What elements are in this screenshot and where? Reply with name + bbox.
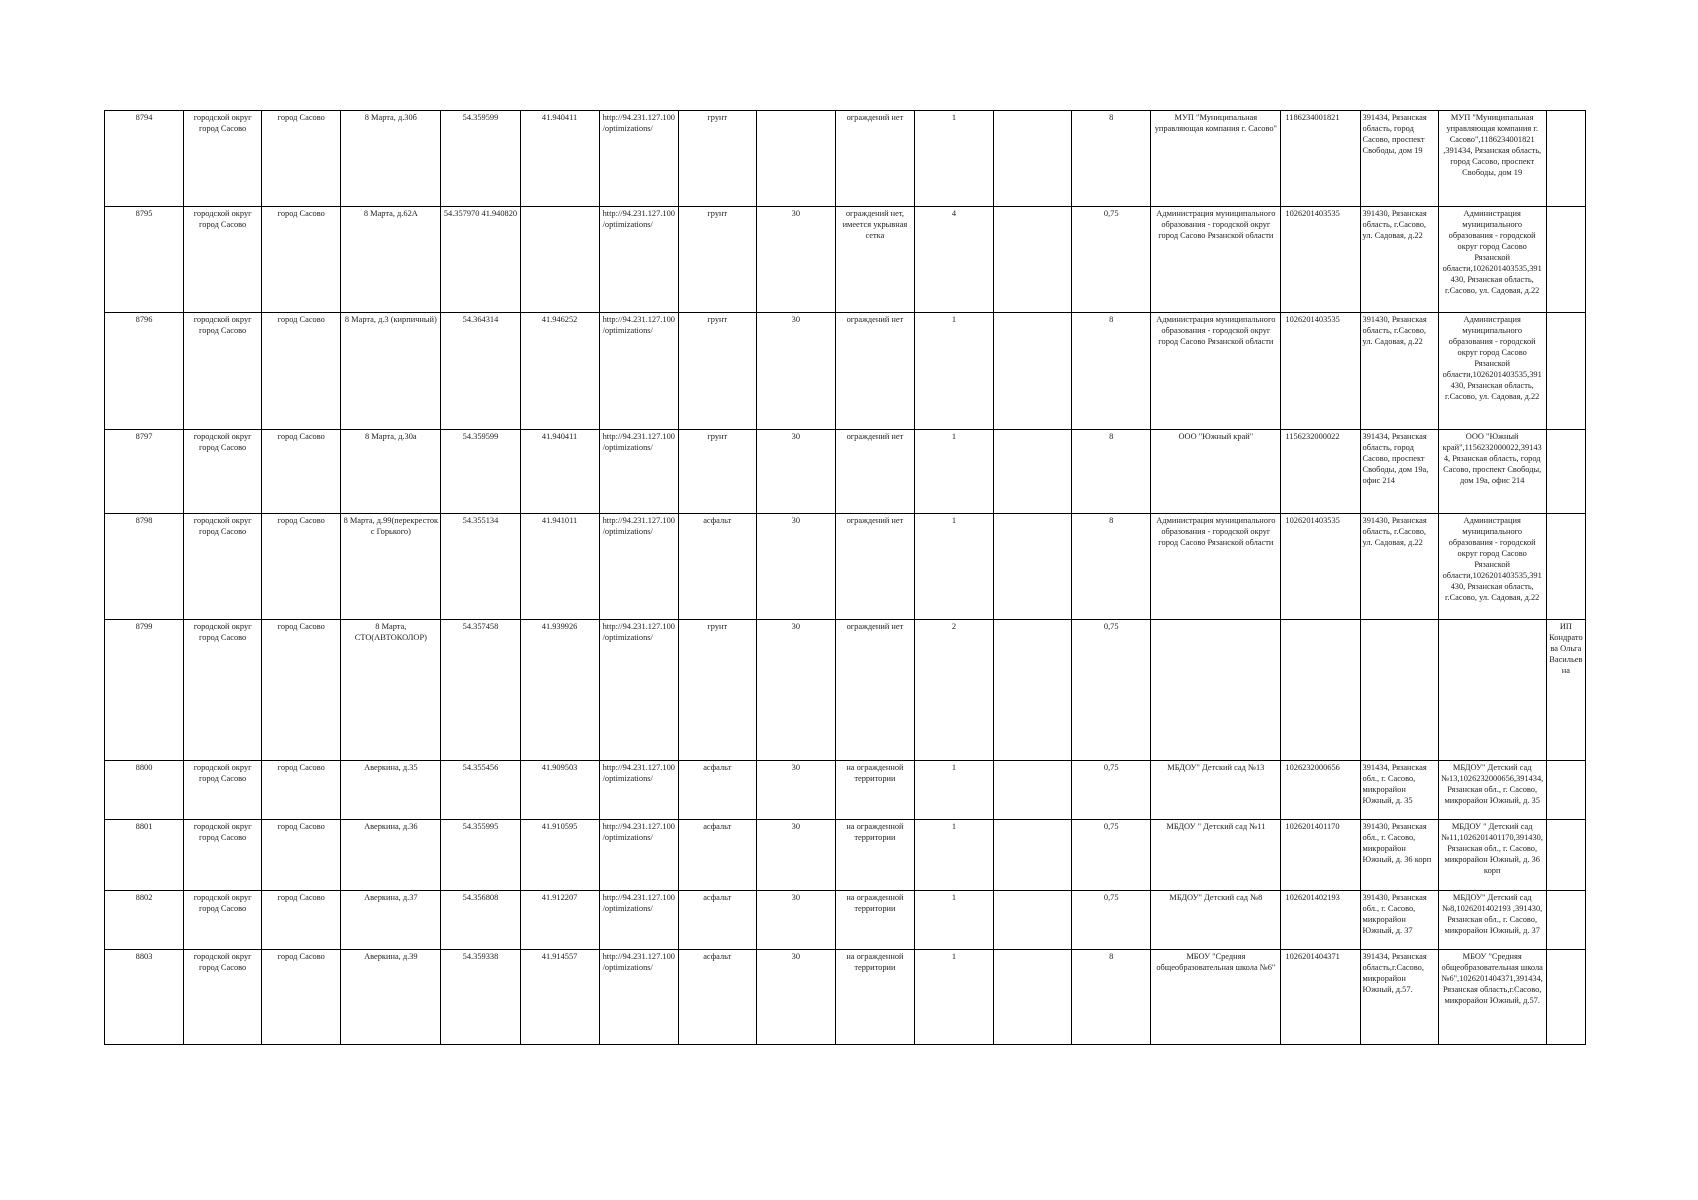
container-volume-cell: 8	[1072, 950, 1151, 1045]
container-count-cell: 1	[914, 430, 993, 514]
table-row	[105, 891, 1586, 950]
table-row	[105, 207, 1586, 313]
area-cell: 30	[756, 820, 835, 891]
ogrn-cell: 1186234001821	[1281, 111, 1360, 207]
longitude-cell: 41.912207	[520, 891, 599, 950]
table-row	[105, 111, 1586, 207]
empty-cell	[994, 111, 1072, 207]
container-volume-cell: 8	[1072, 430, 1151, 514]
empty-cell	[994, 950, 1072, 1045]
city-cell: город Сасово	[262, 891, 341, 950]
longitude-cell: 41.910595	[520, 820, 599, 891]
owner-name-cell: МБДОУ" Детский сад №13	[1151, 761, 1281, 820]
owner-name-cell: Администрация муниципального образования - городской округ город Сасово Рязанской области	[1151, 207, 1281, 313]
surface-cell: грунт	[678, 620, 756, 761]
street-address-cell: Аверкина, д.37	[341, 891, 441, 950]
street-address-cell: 8 Марта, д.62А	[341, 207, 441, 313]
row-number: 8798	[105, 514, 184, 620]
container-volume-cell: 0,75	[1072, 207, 1151, 313]
row-number: 8796	[105, 313, 184, 430]
owner-address-cell: 391434, Рязанская область, город Сасово, проспект Свободы, дом 19	[1360, 111, 1438, 207]
city-cell: город Сасово	[262, 761, 341, 820]
entrepreneur-cell	[1546, 891, 1585, 950]
area-cell: 30	[756, 891, 835, 950]
surface-cell: грунт	[678, 111, 756, 207]
ogrn-cell: 1026201403535	[1281, 207, 1360, 313]
area-cell: 30	[756, 207, 835, 313]
owner-name-cell: МУП "Муниципальная управляющая компания г. Сасово"	[1151, 111, 1281, 207]
entrepreneur-cell	[1546, 950, 1585, 1045]
url-link[interactable]: http://94.231.127.100/optimizations/	[599, 620, 678, 761]
street-address-cell: 8 Марта, д.99(перекресток с Горького)	[341, 514, 441, 620]
street-address-cell: 8 Марта, СТО(АВТОКОЛОР)	[341, 620, 441, 761]
area-cell	[756, 111, 835, 207]
owner-full-info-cell: ООО "Южный край",1156232000022,391434, Рязанская область, город Сасово, проспект Свободы, дом 19а, офис 214	[1438, 430, 1546, 514]
url-link[interactable]: http://94.231.127.100/optimizations/	[599, 430, 678, 514]
latitude-cell: 54.357458	[441, 620, 520, 761]
municipality-cell: городской округ город Сасово	[184, 761, 262, 820]
entrepreneur-cell	[1546, 761, 1585, 820]
fence-cell: ограждений нет	[835, 313, 914, 430]
longitude-cell: 41.940411	[520, 111, 599, 207]
surface-cell: асфальт	[678, 820, 756, 891]
fence-cell: ограждений нет	[835, 430, 914, 514]
area-cell: 30	[756, 514, 835, 620]
area-cell: 30	[756, 313, 835, 430]
owner-address-cell	[1360, 620, 1438, 761]
container-count-cell: 1	[914, 111, 993, 207]
municipality-cell: городской округ город Сасово	[184, 820, 262, 891]
row-number: 8797	[105, 430, 184, 514]
container-count-cell: 1	[914, 313, 993, 430]
owner-name-cell	[1151, 620, 1281, 761]
surface-cell: грунт	[678, 430, 756, 514]
street-address-cell: Аверкина, д.39	[341, 950, 441, 1045]
street-address-cell: Аверкина, д.35	[341, 761, 441, 820]
container-volume-cell: 0,75	[1072, 820, 1151, 891]
table-row	[105, 313, 1586, 430]
container-count-cell: 1	[914, 820, 993, 891]
owner-address-cell: 391430, Рязанская область, г.Сасово, ул. Садовая, д.22	[1360, 207, 1438, 313]
city-cell: город Сасово	[262, 207, 341, 313]
surface-cell: асфальт	[678, 950, 756, 1045]
latitude-cell: 54.355995	[441, 820, 520, 891]
owner-full-info-cell: МБДОУ" Детский сад №13,1026232000656,391434, Рязанская обл., г. Сасово, микрорайон Южный, д. 35	[1438, 761, 1546, 820]
entrepreneur-cell	[1546, 430, 1585, 514]
municipality-cell: городской округ город Сасово	[184, 891, 262, 950]
fence-cell: на огражденной территории	[835, 820, 914, 891]
owner-full-info-cell: МУП "Муниципальная управляющая компания г. Сасово",1186234001821 ,391434, Рязанская область, город Сасово, проспект Свободы, дом 19	[1438, 111, 1546, 207]
ogrn-cell: 1026201403535	[1281, 514, 1360, 620]
entrepreneur-cell: ИП Кондратова Ольга Васильевна	[1546, 620, 1585, 761]
latitude-cell: 54.355456	[441, 761, 520, 820]
street-address-cell: 8 Марта, д.3 (кирпичный)	[341, 313, 441, 430]
container-count-cell: 4	[914, 207, 993, 313]
municipality-cell: городской округ город Сасово	[184, 111, 262, 207]
longitude-cell: 41.939926	[520, 620, 599, 761]
url-link[interactable]: http://94.231.127.100/optimizations/	[599, 111, 678, 207]
ogrn-cell: 1026232000656	[1281, 761, 1360, 820]
ogrn-cell: 1026201402193	[1281, 891, 1360, 950]
url-link[interactable]: http://94.231.127.100/optimizations/	[599, 891, 678, 950]
fence-cell: ограждений нет	[835, 620, 914, 761]
owner-name-cell: ООО "Южный край"	[1151, 430, 1281, 514]
city-cell: город Сасово	[262, 620, 341, 761]
owner-address-cell: 391430, Рязанская область, г.Сасово, ул. Садовая, д.22	[1360, 313, 1438, 430]
container-volume-cell: 0,75	[1072, 620, 1151, 761]
container-volume-cell: 0,75	[1072, 891, 1151, 950]
fence-cell: на огражденной территории	[835, 761, 914, 820]
municipality-cell: городской округ город Сасово	[184, 514, 262, 620]
entrepreneur-cell	[1546, 207, 1585, 313]
owner-full-info-cell: Администрация муниципального образования - городской округ город Сасово Рязанской области,1026201403535,391430, Рязанская область, г.Сасово, ул. Садовая, д.22	[1438, 514, 1546, 620]
municipality-cell: городской округ город Сасово	[184, 950, 262, 1045]
owner-name-cell: МБДОУ" Детский сад №8	[1151, 891, 1281, 950]
city-cell: город Сасово	[262, 514, 341, 620]
owner-name-cell: МБОУ "Средняя общеобразовательная школа №6"	[1151, 950, 1281, 1045]
ogrn-cell: 1026201403535	[1281, 313, 1360, 430]
longitude-cell: 41.914557	[520, 950, 599, 1045]
url-link[interactable]: http://94.231.127.100/optimizations/	[599, 761, 678, 820]
container-volume-cell: 0,75	[1072, 761, 1151, 820]
ogrn-cell: 1026201404371	[1281, 950, 1360, 1045]
city-cell: город Сасово	[262, 111, 341, 207]
table-row	[105, 430, 1586, 514]
row-number: 8799	[105, 620, 184, 761]
container-volume-cell: 8	[1072, 111, 1151, 207]
url-link[interactable]: http://94.231.127.100/optimizations/	[599, 514, 678, 620]
table-row	[105, 820, 1586, 891]
fence-cell: на огражденной территории	[835, 950, 914, 1045]
street-address-cell: Аверкина, д.36	[341, 820, 441, 891]
empty-cell	[994, 761, 1072, 820]
owner-address-cell: 391434, Рязанская область, город Сасово, проспект Свободы, дом 19а, офис 214	[1360, 430, 1438, 514]
entrepreneur-cell	[1546, 313, 1585, 430]
owner-address-cell: 391430, Рязанская обл., г. Сасово, микрорайон Южный, д. 37	[1360, 891, 1438, 950]
municipality-cell: городской округ город Сасово	[184, 620, 262, 761]
empty-cell	[994, 891, 1072, 950]
row-number: 8802	[105, 891, 184, 950]
container-volume-cell: 8	[1072, 313, 1151, 430]
row-number: 8803	[105, 950, 184, 1045]
surface-cell: асфальт	[678, 761, 756, 820]
ogrn-cell	[1281, 620, 1360, 761]
area-cell: 30	[756, 950, 835, 1045]
fence-cell: ограждений нет	[835, 514, 914, 620]
longitude-cell: 41.940411	[520, 430, 599, 514]
container-count-cell: 1	[914, 891, 993, 950]
empty-cell	[994, 207, 1072, 313]
url-link[interactable]: http://94.231.127.100/optimizations/	[599, 313, 678, 430]
row-number: 8794	[105, 111, 184, 207]
empty-cell	[994, 514, 1072, 620]
entrepreneur-cell	[1546, 111, 1585, 207]
row-number: 8800	[105, 761, 184, 820]
latitude-cell: 54.356808	[441, 891, 520, 950]
city-cell: город Сасово	[262, 313, 341, 430]
municipality-cell: городской округ город Сасово	[184, 313, 262, 430]
area-cell: 30	[756, 761, 835, 820]
longitude-cell: 41.941011	[520, 514, 599, 620]
container-count-cell: 2	[914, 620, 993, 761]
owner-address-cell: 391434, Рязанская обл., г. Сасово, микрорайон Южный, д. 35	[1360, 761, 1438, 820]
table-row	[105, 514, 1586, 620]
surface-cell: асфальт	[678, 514, 756, 620]
owner-address-cell: 391430, Рязанская область, г.Сасово, ул. Садовая, д.22	[1360, 514, 1438, 620]
surface-cell: грунт	[678, 207, 756, 313]
empty-cell	[994, 820, 1072, 891]
latitude-cell: 54.355134	[441, 514, 520, 620]
owner-full-info-cell: Администрация муниципального образования - городской округ город Сасово Рязанской области,1026201403535,391430, Рязанская область, г.Сасово, ул. Садовая, д.22	[1438, 313, 1546, 430]
container-count-cell: 1	[914, 514, 993, 620]
area-cell: 30	[756, 620, 835, 761]
city-cell: город Сасово	[262, 820, 341, 891]
container-volume-cell: 8	[1072, 514, 1151, 620]
table-row	[105, 761, 1586, 820]
latitude-cell: 54.357970 41.940820	[441, 207, 520, 313]
ogrn-cell: 1026201401170	[1281, 820, 1360, 891]
owner-full-info-cell: Администрация муниципального образования - городской округ город Сасово Рязанской области,1026201403535,391430, Рязанская область, г.Сасово, ул. Садовая, д.22	[1438, 207, 1546, 313]
register-table	[104, 110, 1586, 1045]
entrepreneur-cell	[1546, 820, 1585, 891]
entrepreneur-cell	[1546, 514, 1585, 620]
empty-cell	[994, 430, 1072, 514]
owner-full-info-cell: МБДОУ " Детский сад №11,1026201401170,391430, Рязанская обл., г. Сасово, микрорайон Южный, д. 36 корп	[1438, 820, 1546, 891]
surface-cell: грунт	[678, 313, 756, 430]
empty-cell	[994, 313, 1072, 430]
municipality-cell: городской округ город Сасово	[184, 430, 262, 514]
latitude-cell: 54.359338	[441, 950, 520, 1045]
owner-address-cell: 391434, Рязанская область,г.Сасово, микрорайон Южный, д.57.	[1360, 950, 1438, 1045]
fence-cell: ограждений нет	[835, 111, 914, 207]
url-link[interactable]: http://94.231.127.100/optimizations/	[599, 950, 678, 1045]
latitude-cell: 54.359599	[441, 111, 520, 207]
latitude-cell: 54.359599	[441, 430, 520, 514]
url-link[interactable]: http://94.231.127.100/optimizations/	[599, 207, 678, 313]
empty-cell	[994, 620, 1072, 761]
owner-full-info-cell	[1438, 620, 1546, 761]
latitude-cell: 54.364314	[441, 313, 520, 430]
table-body	[105, 111, 1586, 1045]
table-row	[105, 620, 1586, 761]
owner-name-cell: Администрация муниципального образования - городской округ город Сасово Рязанской области	[1151, 313, 1281, 430]
url-link[interactable]: http://94.231.127.100/optimizations/	[599, 820, 678, 891]
fence-cell: на огражденной территории	[835, 891, 914, 950]
longitude-cell: 41.909503	[520, 761, 599, 820]
city-cell: город Сасово	[262, 430, 341, 514]
area-cell: 30	[756, 430, 835, 514]
longitude-cell	[520, 207, 599, 313]
longitude-cell: 41.946252	[520, 313, 599, 430]
street-address-cell: 8 Марта, д.30б	[341, 111, 441, 207]
street-address-cell: 8 Марта, д.30а	[341, 430, 441, 514]
owner-name-cell: Администрация муниципального образования - городской округ город Сасово Рязанской области	[1151, 514, 1281, 620]
owner-full-info-cell: МБДОУ" Детский сад №8,1026201402193 ,391430, Рязанская обл., г. Сасово, микрорайон Южный, д. 37	[1438, 891, 1546, 950]
owner-name-cell: МБДОУ " Детский сад №11	[1151, 820, 1281, 891]
row-number: 8801	[105, 820, 184, 891]
container-count-cell: 1	[914, 950, 993, 1045]
table-row	[105, 950, 1586, 1045]
city-cell: город Сасово	[262, 950, 341, 1045]
owner-address-cell: 391430, Рязанская обл., г. Сасово, микрорайон Южный, д. 36 корп	[1360, 820, 1438, 891]
owner-full-info-cell: МБОУ "Средняя общеобразовательная школа №6",1026201404371,391434, Рязанская область,г.Сасово, микрорайон Южный, д.57.	[1438, 950, 1546, 1045]
ogrn-cell: 1156232000022	[1281, 430, 1360, 514]
row-number: 8795	[105, 207, 184, 313]
surface-cell: асфальт	[678, 891, 756, 950]
municipality-cell: городской округ город Сасово	[184, 207, 262, 313]
container-count-cell: 1	[914, 761, 993, 820]
fence-cell: ограждений нет, имеется укрывная сетка	[835, 207, 914, 313]
